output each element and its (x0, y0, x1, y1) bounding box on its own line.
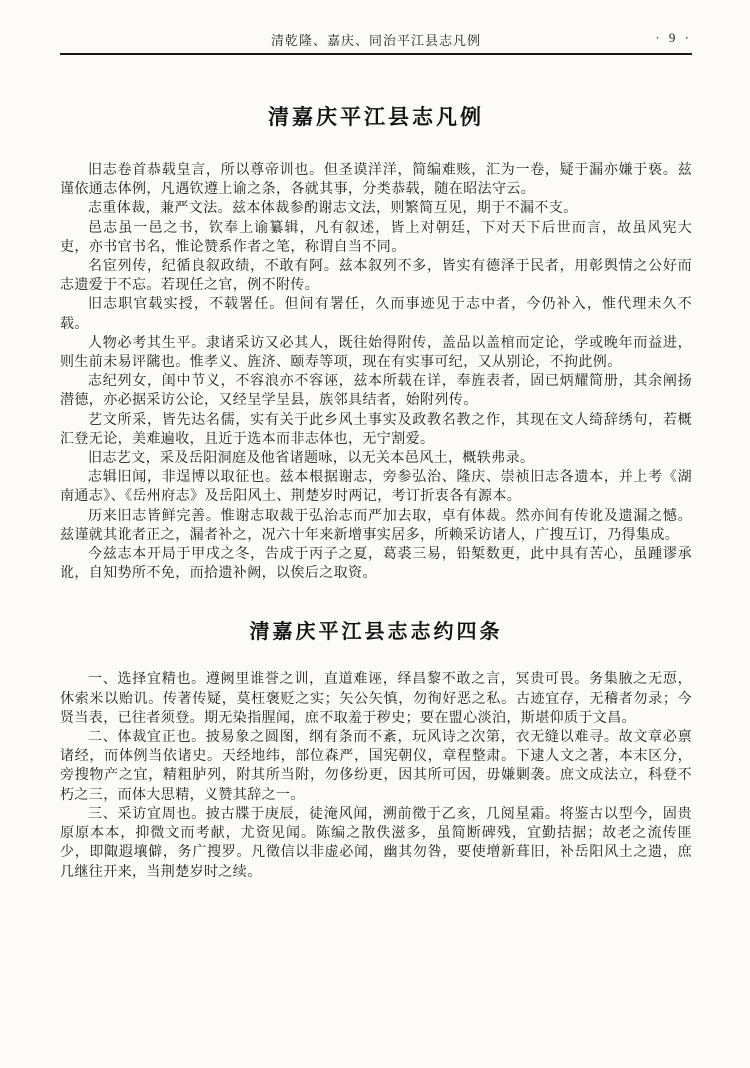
paragraph: 旧志职官载实授，不载署任。但间有署任，久而事迹见于志中者，今仍补入，惟代理未久不载。 (60, 297, 692, 332)
paragraph: 志重体裁，兼严文法。兹本体裁参酌谢志文法，则繁简互见，期于不漏不支。 (88, 201, 578, 217)
paragraph: 旧志卷首恭载皇言，所以尊帝训也。但圣谟洋洋，简编难赅，汇为一卷，疑于漏亦嫌于亵。兹谨依通志体例，凡遇钦遵上谕之条，各就其事，分类恭载，随在昭法守云。 (60, 163, 692, 198)
section2-title: 清嘉庆平江县志志约四条 (249, 621, 503, 644)
paragraph: 三、采访宜周也。披古牒于庚辰，徒淹风闻，溯前徵于乙亥，几阅星霜。将鉴古以型今，固贵原原本本，抑微文而考献，尤资见闻。陈编之散佚滋多，虽简断碑残，宜勤拮据；故老之流传匪少，即陬遐壤僻，务广搜罗。凡徵信以非虚必闻，幽其勿咎，要使增新葺旧，补岳阳风土之遗，庶几继往开来，当荆楚岁时之续。 (60, 806, 692, 880)
paragraph: 历来旧志皆鲜完善。惟谢志取裁于弘治志而严加去取，卓有体裁。然亦间有传讹及遗漏之憾。兹谨就其讹者正之，漏者补之，况六十年来新增事实居多，所赖采访诸人，广搜互订，乃得集成。 (60, 508, 692, 543)
header-rule (60, 53, 692, 55)
paragraph: 一、选择宜精也。遵阙里谁誉之训，直道难诬，绎昌黎不敢之言，冥贵可畏。务集腋之无恧，休索米以贻讥。传著传疑，莫枉褒贬之实；矢公矢慎，勿徇好恶之私。古迹宜存，无稽者勿录；今贤当表，已往者须登。期无染指腥闻，庶不取羞于秽史；要在盟心淡泊，斯堪仰质于文昌。 (60, 672, 692, 726)
paragraph: 志辑旧闻，非逞博以取征也。兹本根据谢志，旁参弘治、隆庆、崇祯旧志各遗本，并上考《湖南通志》、《岳州府志》及岳阳风土、荆楚岁时两记，考订折衷各有源本。 (60, 470, 692, 505)
paragraph: 人物必考其生平。隶诸采访又必其人，既往始得附传，盖品以盖棺而定论，学或晚年而益进，则生前未易评隲也。惟孝义、旌济、颐寿等项，现在有实事可纪，又从别论，不拘此例。 (60, 335, 692, 371)
page-number: · 9 · (655, 30, 692, 45)
paragraph: 旧志艺文，采及岳阳洞庭及他省诸题咏，以无关本邑风土，概轶弗录。 (88, 451, 535, 467)
page-header (60, 30, 692, 48)
section2-body (60, 670, 692, 881)
paragraph: 二、体裁宜正也。披易象之圆图，纲有条而不紊，玩风诗之次第，衣无缝以难寻。故文章必禀诸经，而体例当依诸史。天经地纬，部位森严，国宪朝仪，章程整肃。下逮人文之著，本末区分，旁搜物产之宜，精粗胪列，附其所当附，勿侈纷更，因其所可因，毋嫌剿袭。庶文成法立，科登不朽之三，而体大思精，义赞其辞之一。 (60, 730, 692, 803)
paragraph: 志纪列女，闺中节义，不容浪亦不容诬，兹本所载在详，奉旌表者，固已炳耀简册，其余阐扬潜德，亦必据采访公论，又经呈学呈县，族邻具结者，始附列传。 (60, 374, 692, 409)
running-title: 清乾隆、嘉庆、同治平江县志凡例 (270, 33, 481, 48)
paragraph: 今兹志本开局于甲戌之冬，告成于丙子之夏，葛裘三易，铅椠数更，此中具有苦心，虽踵谬承讹，自知势所不免，而拾遗补阙，以俟后之取资。 (60, 547, 692, 582)
paragraph: 名宦列传，纪循良叙政绩，不敢有阿。兹本叙列不多，皆实有德泽于民者，用彰舆情之公好而志遗爱于不忘。若现任之官，例不附传。 (60, 259, 692, 294)
paragraph: 邑志虽一邑之书，钦奉上谕纂辑，凡有叙述，皆上对朝廷，下对天下后世而言，故虽风宪大吏，亦书官书名，惟论赞系作者之笔，称谓自当不同。 (60, 220, 692, 255)
section1-body (60, 161, 692, 583)
paragraph: 艺文所采，皆先达名儒，实有关于此乡风土事实及政教名教之作，其现在文人绮辞绣句，若概汇登无论，美难遍收，且近于选本而非志体也，无宁割爱。 (60, 412, 692, 447)
section1-title: 清嘉庆平江县志凡例 (268, 106, 484, 129)
